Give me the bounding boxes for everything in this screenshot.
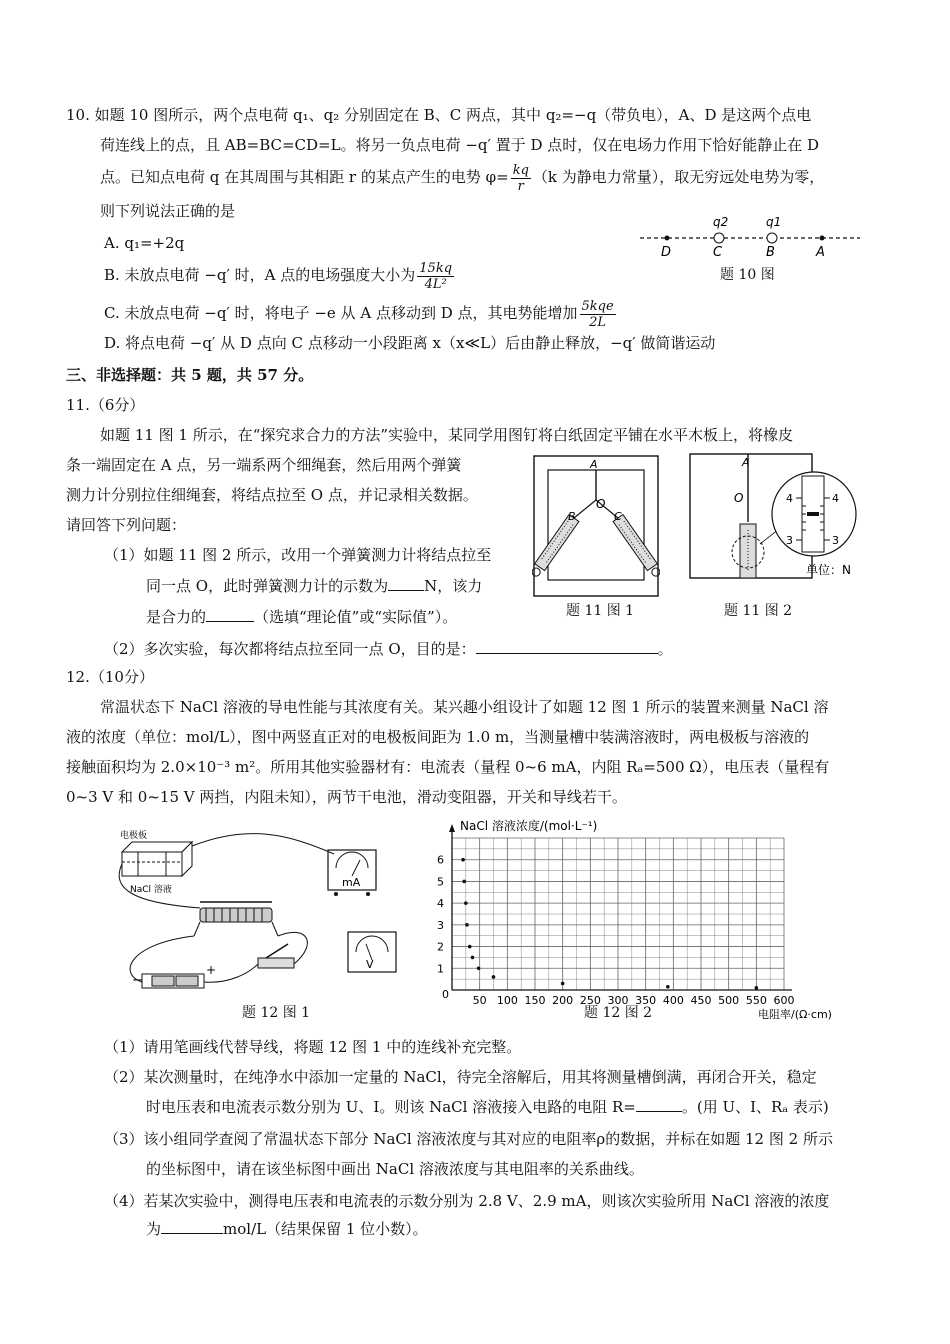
chart-grid (452, 838, 784, 990)
q12-s1: （1）请用笔画线代替导线，将题 12 图 1 中的连线补充完整。 (104, 1038, 522, 1056)
fig2-label-a: A (742, 456, 750, 469)
x-tick-label: 50 (472, 994, 487, 1007)
q10-figure (635, 212, 865, 272)
q11-answer-blank-3[interactable] (476, 639, 658, 654)
q11-fig1-caption: 题 11 图 1 (566, 603, 635, 619)
q10-fig-caption: 题 10 图 (720, 267, 775, 283)
q11-s2 (104, 634, 673, 664)
tick-4-left: 4 (786, 492, 793, 505)
x-tick-label: 450 (690, 994, 712, 1007)
q11-s1-a: （1）如题 11 图 2 所示，改用一个弹簧测力计将结点拉至 (104, 546, 492, 564)
q10-option-a: A. q₁=+2q (104, 234, 185, 252)
label-v: V (366, 958, 374, 971)
q12-s4-b (146, 1214, 428, 1244)
q12-figure-1-circuit (108, 824, 408, 1004)
data-point (461, 858, 465, 862)
charge-q2 (714, 233, 724, 243)
q11-s2-end: 。 (657, 640, 673, 658)
chart-origin-label: 0 (442, 988, 449, 1001)
x-tick-label: 200 (552, 994, 574, 1007)
q12-s2-a: （2）某次测量时，在纯净水中添加一定量的 NaCl，待完全溶解后，用其将测量槽倒满，再闭合开关，稳定 (104, 1068, 817, 1086)
optc-den: 2L (589, 314, 607, 330)
tick-4-right: 4 (832, 492, 839, 505)
q11-answer-blank-1[interactable] (388, 576, 424, 591)
q12-p1: 常温状态下 NaCl 溶液的导电性能与其浓度有关。某兴趣小组设计了如题 12 图 1 所示的装置来测量 NaCl 溶 (100, 698, 829, 716)
q12-s2-b2-text: 。(用 U、I、Rₐ 表示) (681, 1098, 829, 1116)
q12-figure-2-chart (420, 812, 860, 1024)
fig2-label-o: O (734, 491, 744, 505)
data-point (666, 985, 670, 989)
switch (258, 944, 294, 968)
data-point (465, 923, 469, 927)
rheostat (194, 902, 278, 936)
data-point (755, 986, 759, 990)
q11-figure-2 (688, 452, 868, 582)
optb-fraction (417, 261, 454, 292)
q10-option-d: D. 将点电荷 −q′ 从 D 点向 C 点移动一小段距离 x（x≪L）后由静止释放，−q′ 做简谐运动 (104, 334, 716, 352)
label-electrode-plate: 电极板 (120, 831, 148, 841)
q12-s2-b (146, 1092, 829, 1122)
phi-fraction (511, 163, 531, 194)
q10-line4: 则下列说法正确的是 (100, 202, 236, 220)
point-d (665, 236, 670, 241)
fig1-label-c: C (614, 510, 622, 523)
q11-s1-b-text: 同一点 O，此时弹簧测力计的示数为 (146, 577, 389, 595)
x-tick-label: 500 (718, 994, 740, 1007)
optc-num: 5kqe (581, 298, 614, 314)
q11-s1-b (146, 571, 482, 601)
label-a: A (816, 245, 825, 260)
q11-s2-text: （2）多次实验，每次都将结点拉至同一点 O，目的是： (104, 640, 476, 658)
label-ma: mA (342, 876, 361, 889)
x-tick-label: 600 (773, 994, 795, 1007)
milliammeter (328, 850, 376, 896)
label-nacl-solution: NaCl 溶液 (130, 885, 172, 895)
x-tick-label: 400 (662, 994, 684, 1007)
q12-head: 12.（10分） (66, 668, 154, 686)
battery-minus: − (132, 973, 143, 988)
fig1-label-b: B (568, 510, 576, 523)
phi-den: r (517, 178, 524, 194)
y-tick-label: 6 (437, 853, 444, 867)
q10-line3-b: （k 为静电力常量），取无穷远处电势为零， (532, 168, 825, 186)
q11-fig2-caption: 题 11 图 2 (724, 603, 793, 619)
chart-x-label: 电阻率/(Ω·cm) (758, 1008, 832, 1021)
q10-line2: 荷连线上的点，且 AB=BC=CD=L。将另一负点电荷 −q′ 置于 D 点时，仅在电场力作用下恰好能静止在 D (100, 136, 820, 154)
data-point (477, 966, 481, 970)
q12-fig1-caption: 题 12 图 1 (242, 1005, 311, 1021)
y-tick-label: 2 (437, 940, 444, 954)
fig1-label-o: O (596, 497, 606, 511)
tick-3-left: 3 (786, 534, 793, 547)
q12-answer-blank-2[interactable] (161, 1219, 223, 1234)
point-a (820, 236, 825, 241)
q10-line3 (100, 162, 824, 194)
chart-ticks (437, 854, 795, 1007)
charge-q1 (767, 233, 777, 243)
q11-figure-1 (532, 454, 660, 598)
q12-p4: 0~3 V 和 0~15 V 两挡，内阻未知），两节干电池，滑动变阻器，开关和导线若干。 (66, 788, 627, 806)
data-point (462, 880, 466, 884)
y-axis-arrow (449, 824, 455, 832)
phi-num: kq (512, 162, 529, 178)
q12-s3-a: （3）该小组同学查阅了常温状态下部分 NaCl 溶液浓度与其对应的电阻率ρ的数据，并标在如题 12 图 2 所示 (104, 1130, 833, 1148)
q11-answer-blank-2[interactable] (206, 607, 254, 622)
data-point (464, 901, 468, 905)
q10-option-c-text: C. 未放点电荷 −q′ 时，将电子 −e 从 A 点移动到 D 点，其电势能增加 (104, 304, 578, 322)
q12-s2-b-text: 时电压表和电流表示数分别为 U、I。则该 NaCl 溶液接入电路的电阻 R= (146, 1098, 636, 1116)
q11-p2: 条一端固定在 A 点，另一端系两个细绳套，然后用两个弹簧 (66, 456, 462, 474)
y-tick-label: 1 (437, 962, 444, 976)
optc-fraction (580, 299, 616, 330)
x-tick-label: 350 (635, 994, 657, 1007)
q12-s4-a: （4）若某次实验中，测得电压表和电流表的示数分别为 2.8 V、2.9 mA，则该次实验所用 NaCl 溶液的浓度 (104, 1192, 830, 1210)
data-point (471, 956, 475, 960)
optb-num: 15kq (419, 260, 453, 276)
label-q2: q2 (713, 215, 729, 229)
q11-s1-c2-text: （选填“理论值”或“实际值”）。 (254, 608, 458, 626)
q11-p3: 测力计分别拉住细绳套，将结点拉至 O 点，并记录相关数据。 (66, 486, 478, 504)
q10-option-b-text: B. 未放点电荷 −q′ 时，A 点的电场强度大小为 (104, 266, 416, 284)
y-tick-label: 5 (437, 875, 444, 889)
fig1-label-a: A (590, 458, 598, 471)
data-point (561, 982, 565, 986)
section-three-header: 三、非选择题：共 5 题，共 57 分。 (66, 366, 314, 384)
q12-p2: 液的浓度（单位：mol/L），图中两竖直正对的电极板间距为 1.0 m，当测量槽中装满溶液时，两电极板与溶液的 (66, 728, 810, 746)
q11-s1-b2-text: N，该力 (424, 577, 483, 595)
q11-head: 11.（6分） (66, 396, 145, 414)
q11-s1-c (146, 602, 457, 632)
battery-plus: + (206, 963, 217, 977)
q12-s4-b-text: 为 (146, 1220, 162, 1238)
data-point (492, 975, 496, 979)
scale-pointer (807, 512, 819, 516)
y-tick-label: 3 (437, 918, 444, 932)
q12-fig2-caption: 题 12 图 2 (584, 1005, 653, 1021)
label-c: C (713, 245, 723, 260)
q12-answer-blank-1[interactable] (636, 1097, 682, 1112)
x-tick-label: 250 (579, 994, 601, 1007)
q12-p3: 接触面积均为 2.0×10⁻³ m²。所用其他实验器材有：电流表（量程 0~6 mA，内阻 Rₐ=500 Ω），电压表（量程有 (66, 758, 830, 776)
data-point (468, 945, 472, 949)
chart-y-label: NaCl 溶液浓度/(mol·L⁻¹) (460, 819, 598, 833)
q11-p1: 如题 11 图 1 所示，在“探究求合力的方法”实验中，某同学用图钉将白纸固定平铺在水平木板上，将橡皮 (100, 426, 794, 444)
x-tick-label: 550 (745, 994, 767, 1007)
voltmeter (348, 932, 396, 972)
q10-line1: 10. 如题 10 图所示，两个点电荷 q₁、q₂ 分别固定在 B、C 两点，其中 q₂=−q（带负电），A、D 是这两个点电 (66, 106, 812, 124)
label-q1: q1 (766, 215, 782, 229)
y-tick-label: 4 (437, 897, 444, 911)
q10-line3-a: 点。已知点电荷 q 在其周围与其相距 r 的某点产生的电势 φ= (100, 168, 509, 186)
unit-label: 单位：N (806, 563, 851, 577)
x-tick-label: 300 (607, 994, 629, 1007)
q10-option-c (104, 298, 618, 330)
wire-tank-ammeter (192, 834, 334, 854)
chart-points (461, 858, 758, 990)
label-b: B (766, 245, 775, 260)
battery-pack (142, 974, 204, 988)
q11-p4: 请回答下列问题： (66, 516, 187, 534)
label-d: D (661, 245, 672, 260)
tick-3-right: 3 (832, 534, 839, 547)
x-tick-label: 100 (496, 994, 518, 1007)
q12-s3-b: 的坐标图中，请在该坐标图中画出 NaCl 溶液浓度与其电阻率的关系曲线。 (146, 1160, 644, 1178)
q12-s4-b2-text: mol/L（结果保留 1 位小数）。 (223, 1220, 428, 1238)
q11-s1-c-text: 是合力的 (146, 608, 207, 626)
optb-den: 4L² (424, 276, 447, 292)
x-tick-label: 150 (524, 994, 546, 1007)
measurement-tank (122, 842, 192, 876)
q10-option-b (104, 260, 456, 292)
